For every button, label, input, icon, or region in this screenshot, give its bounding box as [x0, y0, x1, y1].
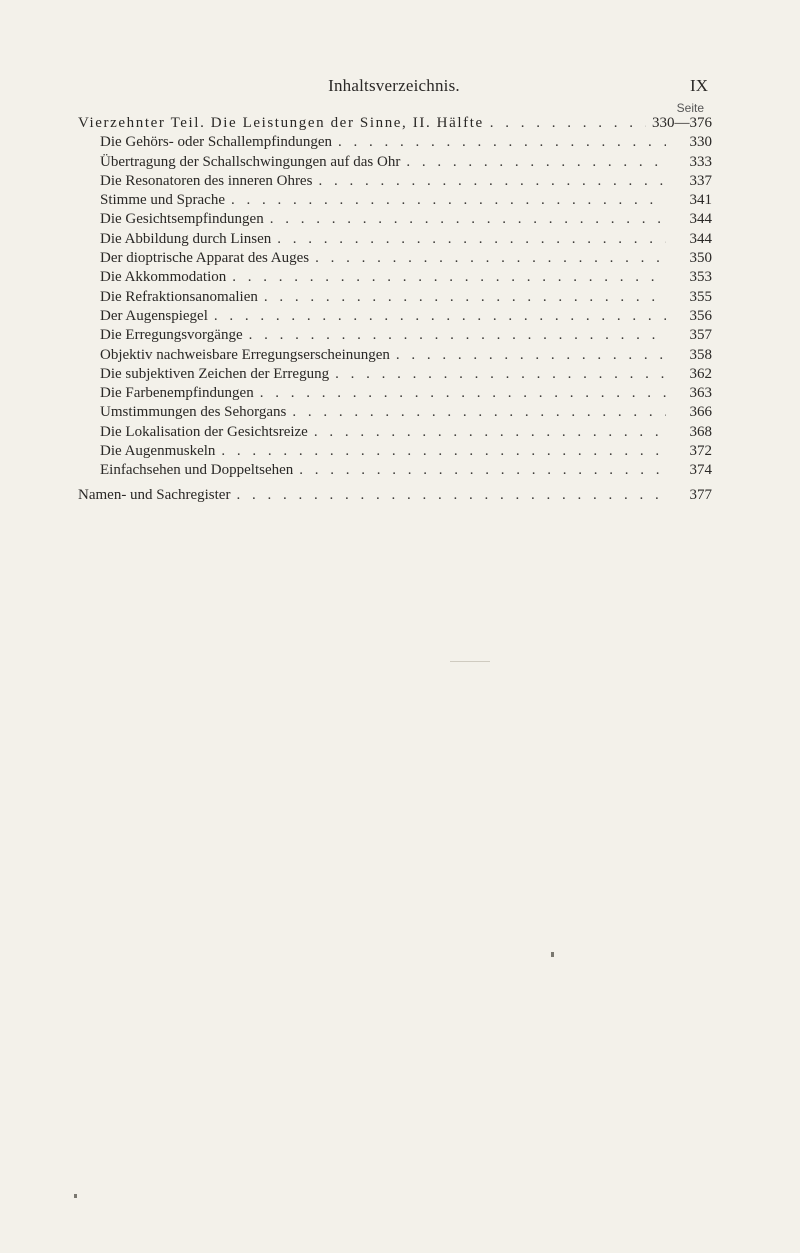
- toc-entry-page: 374: [689, 462, 712, 479]
- page-column-header: Seite: [676, 101, 704, 115]
- toc-entry: [78, 384, 712, 403]
- toc-entry: [78, 268, 712, 287]
- paper-speck: [551, 952, 554, 957]
- toc-entry: [78, 153, 712, 172]
- toc-entries: [78, 133, 712, 480]
- toc-entry-page: 363: [689, 385, 712, 402]
- toc-part-pages: 330—376: [652, 115, 712, 131]
- toc-entry: [78, 423, 712, 442]
- toc-entry: [78, 461, 712, 480]
- toc-entry: [78, 133, 712, 152]
- toc-entry-label: Der Augenspiegel: [100, 307, 208, 324]
- toc-entry-page: 366: [689, 404, 712, 421]
- toc-leader-dots: [231, 191, 666, 210]
- toc-entry-label: Die Farbenempfindungen: [100, 385, 254, 402]
- toc-entry-page: 333: [689, 153, 712, 170]
- toc-entry-label: Die Abbildung durch Linsen: [100, 230, 272, 247]
- toc-leader-dots: [264, 288, 666, 307]
- paper-blemish: [450, 661, 490, 662]
- toc-entry-page: 341: [689, 192, 712, 209]
- toc-leader-dots: [490, 114, 646, 133]
- toc-entry-page: 358: [689, 346, 712, 363]
- toc-entry-label: Die Augenmuskeln: [100, 443, 216, 460]
- toc-leader-dots: [221, 442, 666, 461]
- toc-entry: [78, 346, 712, 365]
- toc-entry-label: Stimme und Sprache: [100, 192, 225, 209]
- toc-leader-dots: [260, 384, 666, 403]
- toc-entry-label: Die Akkommodation: [100, 269, 227, 286]
- toc-entry-page: 355: [689, 288, 712, 305]
- toc-entry-page: 357: [689, 327, 712, 344]
- toc-leader-dots: [236, 486, 666, 505]
- toc-leader-dots: [299, 461, 666, 480]
- toc-entry-page: 344: [689, 230, 712, 247]
- toc-entry-label: Namen- und Sachregister: [78, 486, 231, 503]
- toc-entry: [78, 326, 712, 345]
- toc-entry-label: Die subjektiven Zeichen der Erregung: [100, 365, 330, 382]
- toc-entry-label: Die Lokalisation der Gesichtsreize: [100, 423, 308, 440]
- toc-entry: [78, 403, 712, 422]
- toc-leader-dots: [318, 172, 666, 191]
- toc-entry-label: Einfachsehen und Doppeltsehen: [100, 462, 294, 479]
- toc-leader-dots: [270, 210, 666, 229]
- toc-entry-page: 368: [689, 423, 712, 440]
- running-head: [78, 76, 710, 98]
- toc-leader-dots: [277, 230, 666, 249]
- toc-leader-dots: [338, 133, 666, 152]
- toc-entry-label: Die Resonatoren des inneren Ohres: [100, 172, 313, 189]
- toc-leader-dots: [335, 365, 666, 384]
- toc-entry-page: 372: [689, 443, 712, 460]
- toc-index-entry: [78, 486, 712, 505]
- running-head-title: Inhaltsverzeichnis.: [328, 76, 460, 95]
- toc-entry-label: Objektiv nachweisbare Erregungserscheinungen: [100, 346, 390, 363]
- toc-entry: [78, 442, 712, 461]
- toc-entry: [78, 307, 712, 326]
- toc-entry-page: 362: [689, 365, 712, 382]
- toc-entry-label: Der dioptrische Apparat des Auges: [100, 250, 310, 267]
- toc-leader-dots: [232, 268, 666, 287]
- toc-entry: [78, 191, 712, 210]
- toc-entry-page: 350: [689, 250, 712, 267]
- toc-leader-dots: [249, 326, 666, 345]
- toc-entry-page: 337: [689, 172, 712, 189]
- toc-leader-dots: [314, 423, 666, 442]
- toc-entry-label: Die Refraktionsanomalien: [100, 288, 258, 305]
- toc-part-heading: [78, 114, 712, 133]
- page-folio: IX: [690, 76, 708, 95]
- toc-entry-page: 356: [689, 307, 712, 324]
- toc-entry: [78, 172, 712, 191]
- toc-entry-page: 353: [689, 269, 712, 286]
- toc-entry: [78, 288, 712, 307]
- toc-entry: [78, 365, 712, 384]
- toc-leader-dots: [214, 307, 666, 326]
- toc-leader-dots: [315, 249, 666, 268]
- toc-leader-dots: [406, 153, 666, 172]
- toc-entry-label: Übertragung der Schallschwingungen auf das Ohr: [100, 153, 401, 170]
- toc-leader-dots: [396, 346, 666, 365]
- toc-entry-label: Die Gesichtsempfindungen: [100, 211, 264, 228]
- toc-entry-page: 344: [689, 211, 712, 228]
- toc-part-label: Vierzehnter Teil. Die Leistungen der Sinne, II. Hälfte: [78, 115, 484, 131]
- toc-entry: [78, 249, 712, 268]
- table-of-contents: [78, 114, 712, 505]
- toc-entry: [78, 210, 712, 229]
- paper-speck: [74, 1194, 77, 1198]
- toc-leader-dots: [292, 403, 666, 422]
- toc-entry: [78, 230, 712, 249]
- toc-entry-page: 377: [689, 486, 712, 503]
- toc-entry-label: Die Erregungsvorgänge: [100, 327, 243, 344]
- toc-entry-label: Die Gehörs- oder Schallempfindungen: [100, 134, 333, 151]
- toc-entry-page: 330: [689, 134, 712, 151]
- toc-entry-label: Umstimmungen des Sehorgans: [100, 404, 287, 421]
